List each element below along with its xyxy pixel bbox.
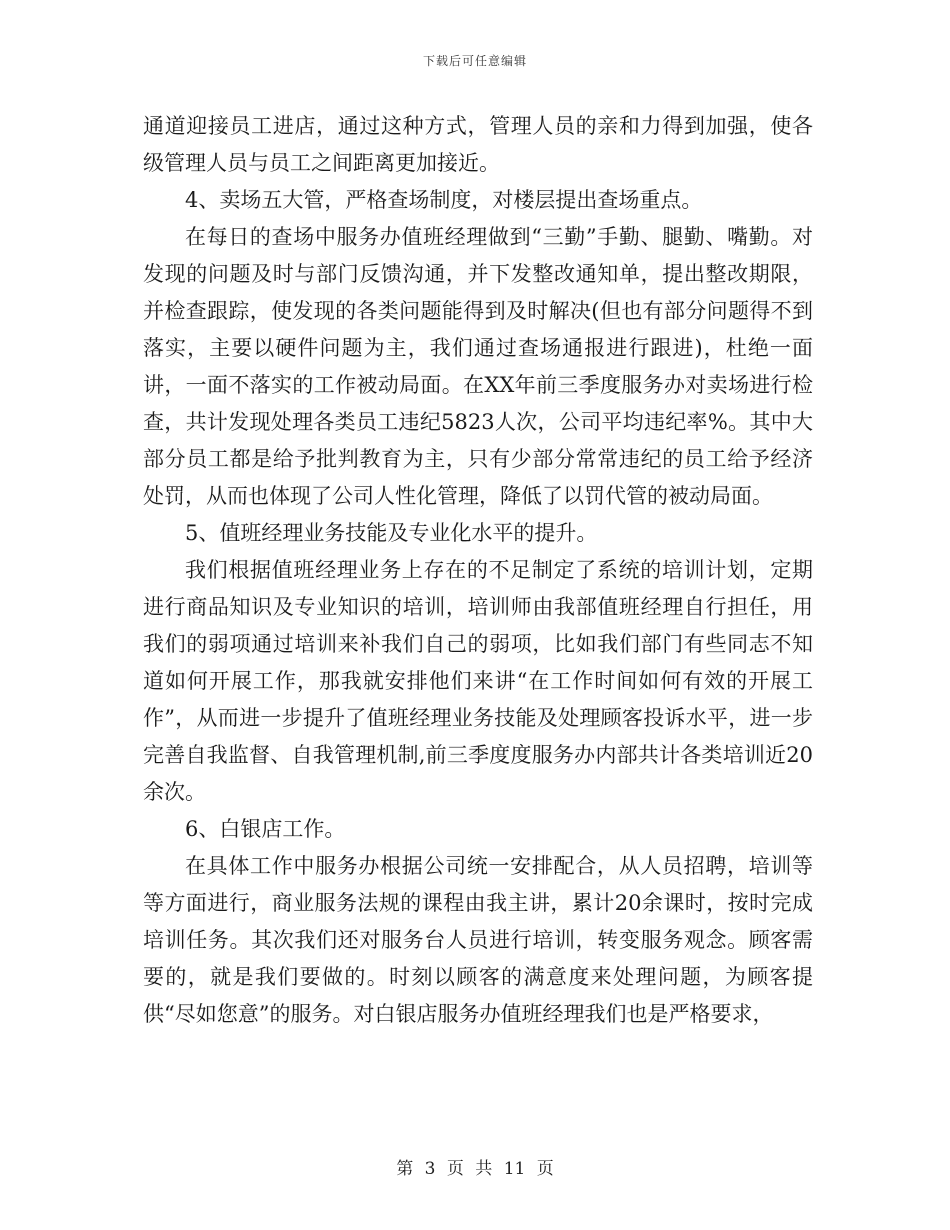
paragraph-heading-4: 4、卖场五大管，严格查场制度，对楼层提出查场重点。 [185, 188, 703, 212]
page-number-footer: 第 3 页 共 11 页 [396, 1159, 554, 1179]
paragraph-5: 我们根据值班经理业务上存在的不足制定了系统的培训计划，定期进行商品知识及专业知识的培训，培训师由我部值班经理自行担任，用我们的弱项通过培训来补我们自己的弱项，比如我们部门有些同志不知道如何开展工作，那我就安排他们来讲“在工作时间如何有效的开展工作”，从而进一步提升了值班经理业务技能及处理顾客投诉水平，进一步完善自我监督、自我管理机制,前三季度度服务办内部共计各类培训近20余次。 [143, 558, 813, 804]
paragraph-7: 在具体工作中服务办根据公司统一安排配合，从人员招聘，培训等等方面进行，商业服务法规的课程由我主讲，累计20余课时，按时完成培训任务。其次我们还对服务台人员进行培训，转变服务观念。顾客需要的，就是我们要做的。时刻以顾客的满意度来处理问题，为顾客提供“尽如您意”的服务。对白银店服务办值班经理我们也是严格要求， [143, 854, 813, 1026]
page-header: 下载后可任意编辑 [422, 54, 527, 68]
paragraph-heading-6: 6、白银店工作。 [185, 817, 346, 841]
paragraph-heading-5: 5、值班经理业务技能及专业化水平的提升。 [185, 521, 598, 545]
document-body [143, 108, 813, 1033]
paragraph-1: 通道迎接员工进店，通过这种方式，管理人员的亲和力得到加强，使各级管理人员与员工之间距离更加接近。 [143, 114, 813, 175]
paragraph-3: 在每日的查场中服务办值班经理做到“三勤”手勤、腿勤、嘴勤。对发现的问题及时与部门反馈沟通，并下发整改通知单，提出整改期限，并检查跟踪，使发现的各类问题能得到及时解决(但也有部分问题得不到落实，主要以硬件问题为主，我们通过查场通报进行跟进)，杜绝一面讲，一面不落实的工作被动局面。在XX年前三季度服务办对卖场进行检查，共计发现处理各类员工违纪5823人次，公司平均违纪率%。其中大部分员工都是给予批判教育为主，只有少部分常常违纪的员工给予经济处罚，从而也体现了公司人性化管理，降低了以罚代管的被动局面。 [143, 225, 813, 508]
